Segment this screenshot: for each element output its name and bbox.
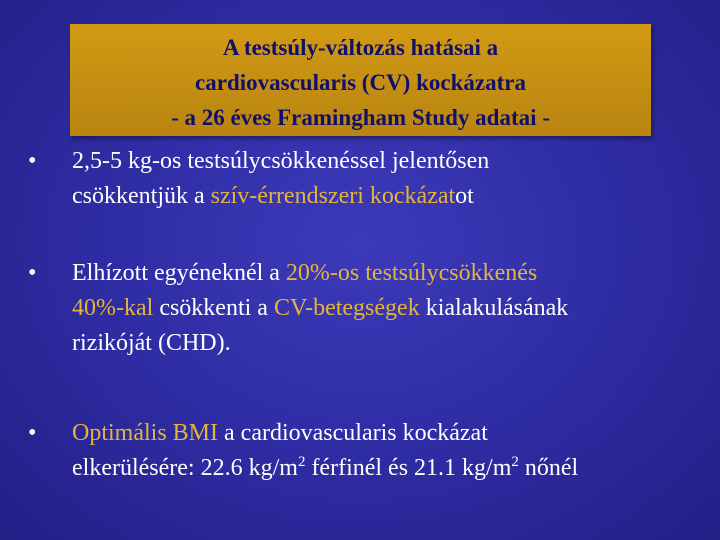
bullet-3-text-a: elkerülésére: 22.6 kg/m: [72, 455, 298, 481]
title-line-2: cardiovascularis (CV) kockázatra: [195, 70, 526, 95]
bullet-dot: •: [28, 148, 37, 174]
superscript-2: 2: [511, 454, 519, 470]
bullet-2-text-end: kialakulásának: [419, 295, 569, 321]
bullet-3-text-c: nőnél: [518, 455, 579, 481]
bullet-1-line-2: [72, 179, 489, 214]
title-line-1: A testsúly-változás hatásai a: [222, 35, 499, 60]
bullet-item-1: [28, 144, 489, 214]
superscript-2: 2: [297, 454, 306, 470]
bullet-3-highlight: Optimális BMI: [72, 420, 219, 446]
bullet-2-line-2: [72, 291, 568, 326]
bullet-2-highlight-percent: 40%-kal: [72, 295, 154, 321]
bullet-dot: •: [28, 260, 37, 286]
title-box: [70, 24, 651, 136]
bullet-3-line-2: [72, 451, 578, 486]
bullet-2-line-1: [72, 256, 568, 291]
bullet-1-text: csökkentjük a: [72, 183, 211, 209]
bullet-2-text: Elhízott egyéneknél a: [72, 260, 286, 286]
bullet-2-highlight: 20%-os testsúlycsökkenés: [285, 260, 538, 286]
bullet-dot: •: [28, 420, 37, 446]
bullet-1-line-1: 2,5-5 kg-os testsúlycsökkenéssel jelentősen: [72, 148, 490, 174]
bullet-2-highlight-cv: CV-betegségek: [273, 295, 420, 321]
bullet-1-text-end: ot: [455, 183, 474, 209]
bullet-2-text-mid: csökkenti a: [153, 295, 274, 321]
bullet-3-text: a cardiovascularis kockázat: [218, 420, 488, 446]
bullet-3-line-1: [72, 416, 578, 451]
bullet-item-2: [28, 256, 568, 361]
bullet-2-line-3: rizikóját (CHD).: [72, 330, 231, 356]
bullet-item-3: [28, 416, 578, 486]
bullet-3-text-b: férfinél és 21.1 kg/m: [305, 455, 512, 481]
bullet-1-highlight: szív-érrendszeri kockázat: [210, 183, 456, 209]
title-line-3: - a 26 éves Framingham Study adatai -: [171, 105, 550, 130]
